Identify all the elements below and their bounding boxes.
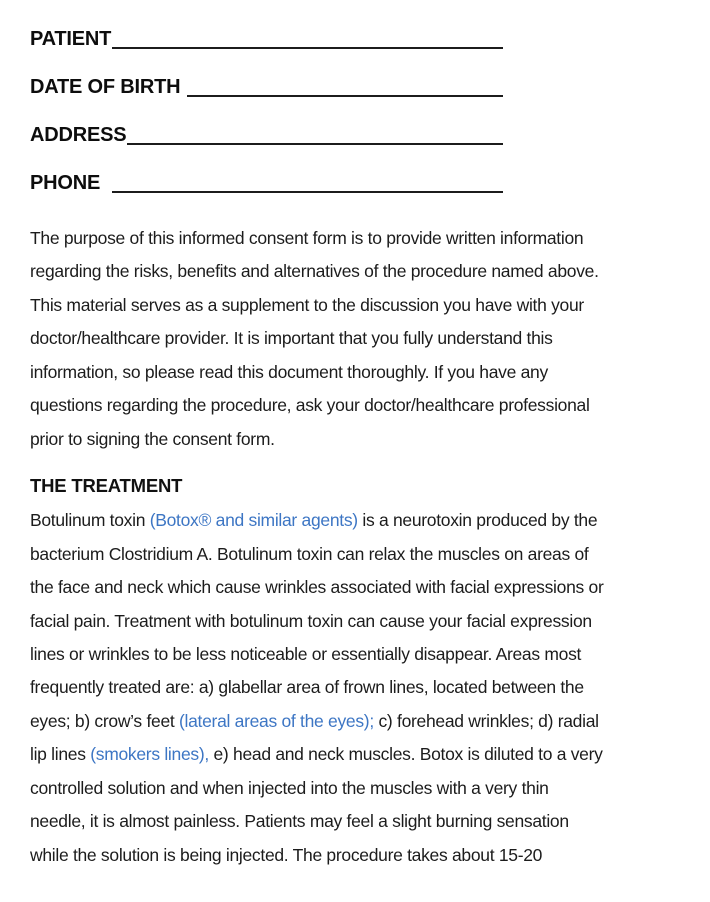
body-text: controlled solution and when injected into the muscles with a very thin xyxy=(30,777,549,798)
body-text: needle, it is almost painless. Patients may feel a slight burning sensation xyxy=(30,811,569,832)
form-field-row xyxy=(30,126,503,145)
paragraph-line xyxy=(30,671,680,704)
paragraph-line xyxy=(30,738,680,771)
highlighted-link-text: (Botox® and similar agents) xyxy=(149,510,358,531)
field-label: ADDRESS xyxy=(30,124,127,146)
body-text: regarding the risks, benefits and alternatives of the procedure named above. xyxy=(30,261,599,282)
paragraph-line xyxy=(30,705,680,738)
field-blank-underline xyxy=(127,124,503,145)
paragraph-line xyxy=(30,389,680,422)
body-text: lip lines xyxy=(30,744,91,765)
body-text: is a neurotoxin produced by the xyxy=(357,510,598,531)
field-label: PATIENT xyxy=(30,28,112,50)
paragraph-line xyxy=(30,322,680,355)
paragraph-line xyxy=(30,423,680,456)
body-text: c) forehead wrinkles; d) radial xyxy=(373,710,599,731)
paragraph-line xyxy=(30,805,680,838)
body-text: facial pain. Treatment with botulinum toxin can cause your facial expression xyxy=(30,610,592,631)
paragraph-line xyxy=(30,356,680,389)
paragraph-line xyxy=(30,571,680,604)
treatment-paragraph xyxy=(30,504,680,872)
paragraph-line xyxy=(30,504,680,537)
form-field-row xyxy=(30,78,503,97)
body-text: doctor/healthcare provider. It is important that you fully understand this xyxy=(30,328,553,349)
paragraph-line xyxy=(30,638,680,671)
treatment-heading: THE TREATMENT xyxy=(30,475,183,497)
body-text: The purpose of this informed consent form is to provide written information xyxy=(30,228,584,248)
field-label: DATE OF BIRTH xyxy=(30,76,181,98)
paragraph-line xyxy=(30,538,680,571)
body-text: while the solution is being injected. The procedure takes about 15-20 xyxy=(30,844,543,865)
body-text: information, so please read this document thoroughly. If you have any xyxy=(30,361,548,382)
form-field-row xyxy=(30,30,503,49)
paragraph-line xyxy=(30,222,680,255)
body-text: This material serves as a supplement to the discussion you have with your xyxy=(30,294,584,315)
field-blank-underline xyxy=(187,76,503,97)
body-text: bacterium Clostridium A. Botulinum toxin can relax the muscles on areas of xyxy=(30,543,589,564)
body-text: Botulinum toxin xyxy=(30,510,150,531)
body-text: e) head and neck muscles. Botox is diluted to a very xyxy=(208,744,603,765)
body-text: questions regarding the procedure, ask your doctor/healthcare professional xyxy=(30,395,590,416)
patient-info-fields xyxy=(30,30,680,193)
highlighted-link-text: (lateral areas of the eyes); xyxy=(179,710,374,731)
highlighted-link-text: (smokers lines), xyxy=(90,744,209,765)
paragraph-line xyxy=(30,255,680,288)
body-text: eyes; b) crow’s feet xyxy=(30,710,179,731)
field-blank-underline xyxy=(112,172,503,193)
body-text: prior to signing the consent form. xyxy=(30,428,275,449)
body-text: frequently treated are: a) glabellar area of frown lines, located between the xyxy=(30,677,584,698)
field-blank-underline xyxy=(112,28,503,49)
body-text: the face and neck which cause wrinkles associated with facial expressions or xyxy=(30,577,604,598)
paragraph-line xyxy=(30,839,680,872)
form-field-row xyxy=(30,174,503,193)
body-text: lines or wrinkles to be less noticeable or essentially disappear. Areas most xyxy=(30,643,582,664)
paragraph-line xyxy=(30,289,680,322)
paragraph-line xyxy=(30,772,680,805)
paragraph-line xyxy=(30,605,680,638)
field-label: PHONE xyxy=(30,172,101,194)
intro-paragraph xyxy=(30,222,680,456)
